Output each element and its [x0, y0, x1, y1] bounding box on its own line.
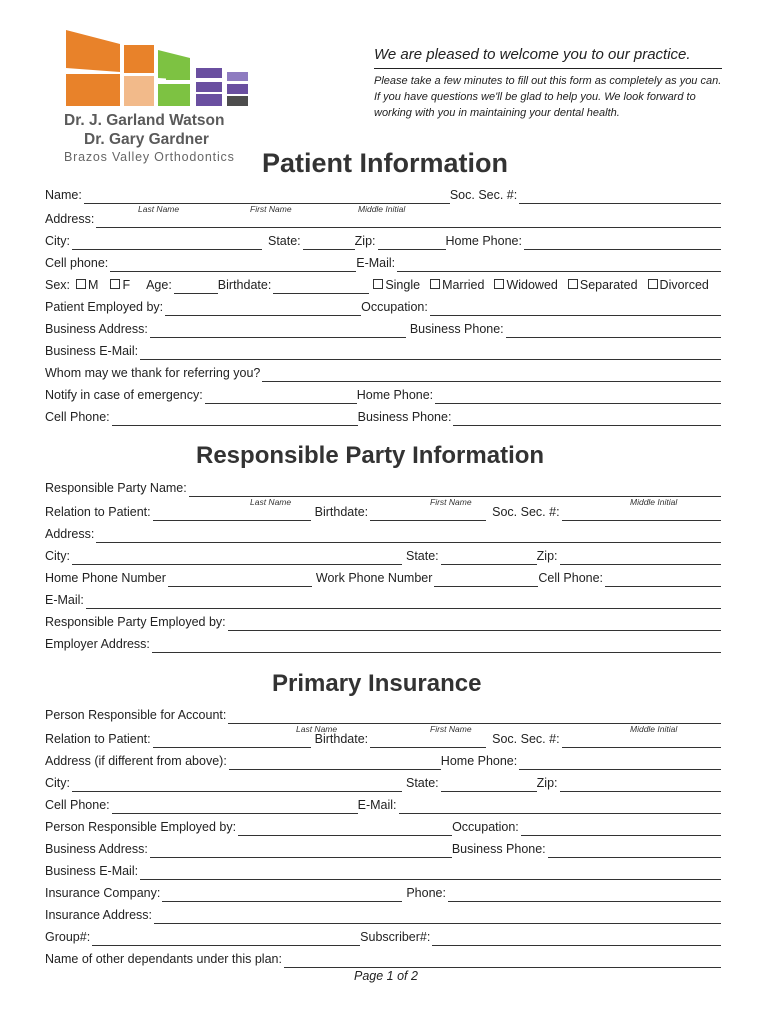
home-phone-label: Home Phone: — [445, 234, 522, 248]
insurance-relation-row — [45, 730, 721, 748]
business-address-label: Business Address: — [45, 322, 148, 336]
divorced-checkbox[interactable] — [648, 279, 658, 289]
separated-checkbox[interactable] — [568, 279, 578, 289]
home-phone-field[interactable] — [524, 235, 721, 250]
responsible-employer-address-row — [45, 635, 721, 653]
responsible-cell-phone-label: Cell Phone: — [538, 571, 604, 585]
business-phone-field[interactable] — [506, 323, 721, 338]
patient-name-row — [45, 186, 721, 204]
male-label: M — [88, 278, 99, 292]
insurance-sub-last: Last Name — [296, 724, 338, 734]
insurance-business-phone-label: Business Phone: — [451, 842, 546, 856]
emergency-label: Notify in case of emergency: — [45, 388, 203, 402]
patient-business-email-row — [45, 342, 721, 360]
insurance-city-field[interactable] — [72, 777, 402, 792]
responsible-ssn-label: Soc. Sec. #: — [492, 505, 560, 519]
male-checkbox[interactable] — [76, 279, 86, 289]
married-option[interactable] — [422, 278, 486, 294]
responsible-state-label: State: — [406, 549, 439, 563]
single-label: Single — [385, 278, 421, 292]
emergency-home-label: Home Phone: — [356, 388, 434, 402]
state-field[interactable] — [303, 235, 355, 250]
insurance-email-field[interactable] — [399, 799, 721, 814]
page-number: Page 1 of 2 — [354, 969, 418, 983]
insurance-address-field[interactable] — [229, 755, 441, 770]
occupation-label: Occupation: — [361, 300, 428, 314]
insurance-person-row — [45, 706, 721, 724]
insurance-relation-field[interactable] — [153, 733, 311, 748]
dependants-label: Name of other dependants under this plan: — [45, 952, 282, 966]
insurance-phone-field[interactable] — [448, 887, 721, 902]
age-label: Age: — [146, 278, 172, 292]
insurance-birthdate-field[interactable] — [370, 733, 486, 748]
insurance-city-row — [45, 774, 721, 792]
address-field[interactable] — [96, 213, 721, 228]
responsible-work-phone-field[interactable] — [434, 572, 538, 587]
responsible-birthdate-field[interactable] — [370, 506, 486, 521]
insurance-employed-field[interactable] — [238, 821, 452, 836]
insurance-ssn-label: Soc. Sec. #: — [492, 732, 560, 746]
insurance-address-row — [45, 752, 721, 770]
responsible-employed-field[interactable] — [228, 616, 721, 631]
birthdate-field[interactable] — [273, 279, 369, 294]
separated-label: Separated — [579, 278, 638, 292]
patient-emergency-cell-row — [45, 408, 721, 426]
responsible-name-label: Responsible Party Name: — [45, 481, 187, 495]
insurance-sub-middle: Middle Initial — [630, 724, 678, 734]
referral-label: Whom may we thank for referring you? — [45, 366, 261, 380]
responsible-sub-last: Last Name — [250, 497, 292, 507]
responsible-sub-first: First Name — [430, 497, 472, 507]
insurance-sub-first: First Name — [430, 724, 472, 734]
subscriber-label: Subscriber#: — [360, 930, 431, 944]
married-label: Married — [442, 278, 485, 292]
practice-logo — [62, 28, 252, 120]
female-label: F — [122, 278, 131, 292]
patient-business-address-row — [45, 320, 721, 338]
insurance-company-row — [45, 884, 721, 902]
responsible-city-field[interactable] — [72, 550, 402, 565]
insurance-cell-label: Cell Phone: — [45, 798, 110, 812]
insurance-email-label: E-Mail: — [357, 798, 397, 812]
sub-middle-initial: Middle Initial — [358, 204, 406, 214]
insurance-address-label: Address (if different from above): — [45, 754, 227, 768]
responsible-birthdate-label: Birthdate: — [314, 505, 369, 519]
responsible-ssn-field[interactable] — [562, 506, 721, 521]
insurance-person-label: Person Responsible for Account: — [45, 708, 227, 722]
responsible-city-label: City: — [45, 549, 70, 563]
ssn-label: Soc. Sec. #: — [449, 188, 518, 202]
insurance-person-field[interactable] — [228, 709, 721, 724]
insurance-cell-field[interactable] — [112, 799, 358, 814]
insurance-company-label: Insurance Company: — [45, 886, 161, 900]
insurance-phone-label: Phone: — [406, 886, 446, 900]
sex-label: Sex: — [45, 278, 71, 292]
patient-address-row — [45, 210, 721, 228]
employer-address-field[interactable] — [152, 638, 721, 653]
name-label: Name: — [45, 188, 82, 202]
email-field[interactable] — [397, 257, 721, 272]
emergency-business-field[interactable] — [453, 411, 721, 426]
business-address-field[interactable] — [150, 323, 406, 338]
relation-field[interactable] — [153, 506, 311, 521]
insurance-business-phone-field[interactable] — [548, 843, 721, 858]
insurance-state-field[interactable] — [441, 777, 537, 792]
zip-field[interactable] — [378, 235, 446, 250]
insurance-home-phone-label: Home Phone: — [440, 754, 518, 768]
responsible-employer-row — [45, 613, 721, 631]
responsible-email-label: E-Mail: — [45, 593, 84, 607]
responsible-home-phone-label: Home Phone Number — [45, 571, 166, 585]
emergency-field[interactable] — [205, 389, 357, 404]
insurance-employer-row — [45, 818, 721, 836]
relation-label: Relation to Patient: — [45, 505, 151, 519]
insurance-company-field[interactable] — [162, 887, 402, 902]
practice-name: Brazos Valley Orthodontics — [64, 150, 235, 164]
business-phone-label: Business Phone: — [409, 322, 504, 336]
state-label: State: — [268, 234, 301, 248]
responsible-email-row — [45, 591, 721, 609]
insurance-business-address-row — [45, 840, 721, 858]
insurance-state-label: State: — [406, 776, 439, 790]
insurance-ssn-field[interactable] — [562, 733, 721, 748]
responsible-name-row — [45, 479, 721, 497]
widowed-checkbox[interactable] — [494, 279, 504, 289]
patient-cell-row — [45, 254, 721, 272]
responsible-relation-row — [45, 503, 721, 521]
insurance-zip-field[interactable] — [560, 777, 721, 792]
responsible-home-phone-field[interactable] — [168, 572, 312, 587]
female-checkbox[interactable] — [110, 279, 120, 289]
responsible-zip-label: Zip: — [536, 549, 558, 563]
responsible-address-field[interactable] — [96, 528, 721, 543]
insurance-cell-row — [45, 796, 721, 814]
email-label: E-Mail: — [356, 256, 396, 270]
female-option[interactable] — [100, 278, 132, 294]
patient-emergency-row — [45, 386, 721, 404]
cell-phone-field[interactable] — [110, 257, 356, 272]
employed-by-field[interactable] — [165, 301, 361, 316]
insurance-occupation-label: Occupation: — [452, 820, 519, 834]
city-field[interactable] — [72, 235, 262, 250]
doctor-name-2: Dr. Gary Gardner — [84, 131, 209, 148]
welcome-heading: We are pleased to welcome you to our practice. — [374, 46, 691, 63]
insurance-employed-label: Person Responsible Employed by: — [45, 820, 237, 834]
welcome-divider — [374, 68, 722, 69]
patient-sex-row — [45, 276, 721, 294]
separated-option[interactable] — [560, 278, 640, 294]
insurance-address-company-row — [45, 906, 721, 924]
insurance-dependants-row — [45, 950, 721, 968]
dependants-field[interactable] — [284, 953, 721, 968]
patient-referral-row — [45, 364, 721, 382]
emergency-business-label: Business Phone: — [357, 410, 452, 424]
insurance-business-email-row — [45, 862, 721, 880]
name-field[interactable] — [84, 189, 450, 204]
insurance-business-address-label: Business Address: — [45, 842, 148, 856]
insurance-occupation-field[interactable] — [521, 821, 721, 836]
business-email-field[interactable] — [140, 345, 721, 360]
sub-first-name: First Name — [250, 204, 292, 214]
subscriber-field[interactable] — [432, 931, 721, 946]
insurance-company-address-label: Insurance Address: — [45, 908, 153, 922]
patient-city-row — [45, 232, 721, 250]
single-option[interactable] — [369, 278, 422, 294]
insurance-city-label: City: — [45, 776, 70, 790]
address-label: Address: — [45, 212, 95, 226]
age-field[interactable] — [174, 279, 218, 294]
referral-field[interactable] — [262, 367, 721, 382]
divorced-option[interactable] — [640, 278, 711, 294]
emergency-cell-label: Cell Phone: — [45, 410, 110, 424]
insurance-relation-label: Relation to Patient: — [45, 732, 151, 746]
responsible-sub-middle: Middle Initial — [630, 497, 678, 507]
responsible-city-row — [45, 547, 721, 565]
responsible-phone-row — [45, 569, 721, 587]
patient-section-title: Patient Information — [262, 148, 509, 178]
responsible-email-field[interactable] — [86, 594, 721, 609]
emergency-cell-field[interactable] — [112, 411, 358, 426]
married-checkbox[interactable] — [430, 279, 440, 289]
responsible-address-label: Address: — [45, 527, 95, 541]
employed-by-label: Patient Employed by: — [45, 300, 164, 314]
insurance-business-address-field[interactable] — [150, 843, 452, 858]
insurance-home-phone-field[interactable] — [519, 755, 721, 770]
insurance-company-address-field[interactable] — [154, 909, 721, 924]
patient-employer-row — [45, 298, 721, 316]
emergency-home-field[interactable] — [435, 389, 721, 404]
single-checkbox[interactable] — [373, 279, 383, 289]
divorced-label: Divorced — [659, 278, 709, 292]
birthdate-label: Birthdate: — [217, 278, 272, 292]
ssn-field[interactable] — [519, 189, 721, 204]
responsible-cell-phone-field[interactable] — [605, 572, 721, 587]
cell-phone-label: Cell phone: — [45, 256, 109, 270]
insurance-zip-label: Zip: — [536, 776, 558, 790]
responsible-address-row — [45, 525, 721, 543]
insurance-business-email-field[interactable] — [140, 865, 721, 880]
responsible-work-phone-label: Work Phone Number — [315, 571, 433, 585]
insurance-birthdate-label: Birthdate: — [314, 732, 369, 746]
employer-address-label: Employer Address: — [45, 637, 150, 651]
doctor-name-1: Dr. J. Garland Watson — [64, 112, 225, 129]
responsible-zip-field[interactable] — [560, 550, 721, 565]
responsible-section-title: Responsible Party Information — [196, 442, 545, 469]
zip-label: Zip: — [354, 234, 376, 248]
responsible-employed-label: Responsible Party Employed by: — [45, 615, 226, 629]
insurance-business-email-label: Business E-Mail: — [45, 864, 139, 878]
insurance-group-row — [45, 928, 721, 946]
male-option[interactable] — [72, 278, 100, 294]
intro-text: Please take a few minutes to fill out this form as completely as you can. If you have questions we'll be glad to help you. We look forward to working with you in maintaining your dental health. — [374, 75, 722, 119]
city-label: City: — [45, 234, 70, 248]
group-field[interactable] — [92, 931, 360, 946]
group-label: Group#: — [45, 930, 91, 944]
business-email-label: Business E-Mail: — [45, 344, 139, 358]
sub-last-name: Last Name — [138, 204, 180, 214]
responsible-name-field[interactable] — [189, 482, 721, 497]
occupation-field[interactable] — [430, 301, 721, 316]
responsible-state-field[interactable] — [441, 550, 537, 565]
widowed-label: Widowed — [506, 278, 558, 292]
insurance-section-title: Primary Insurance — [272, 670, 482, 697]
widowed-option[interactable] — [486, 278, 559, 294]
